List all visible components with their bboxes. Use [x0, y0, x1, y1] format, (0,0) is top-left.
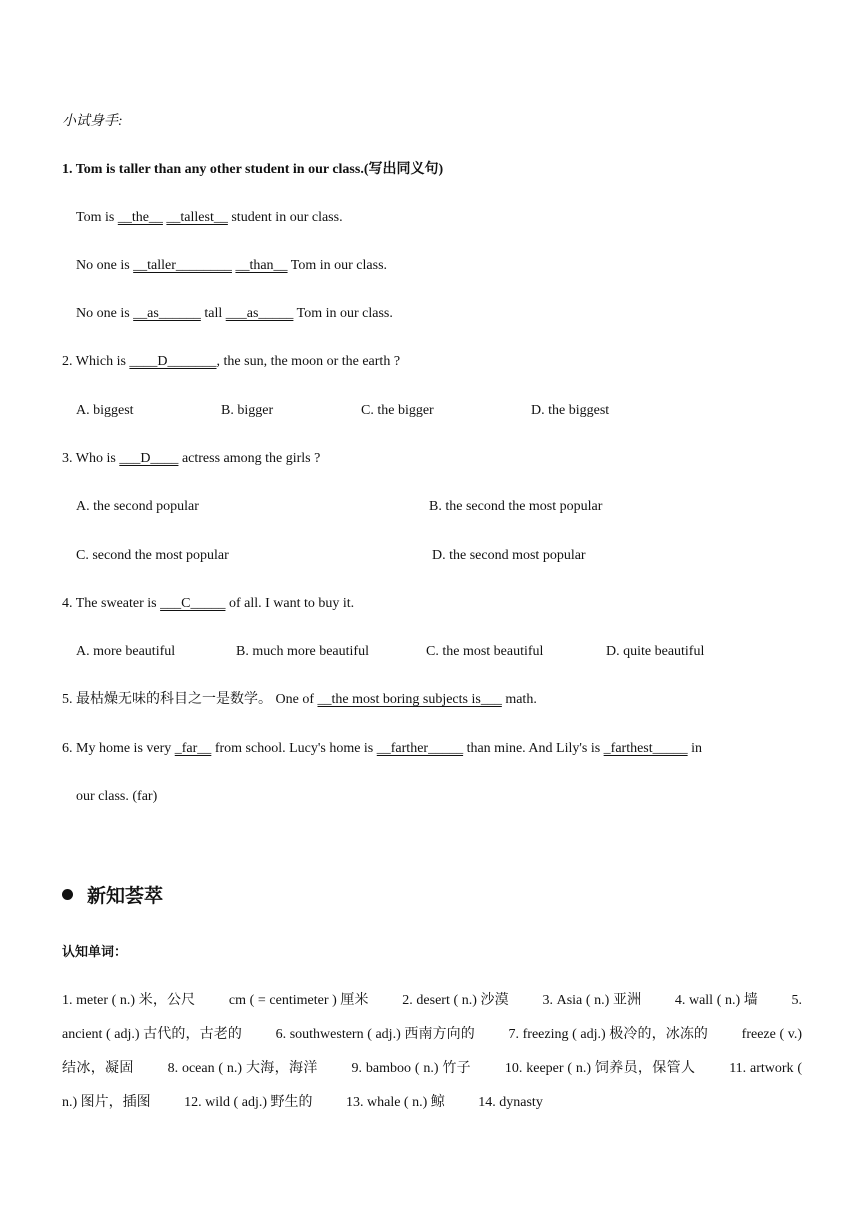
- vocab-item: 9. bamboo ( n.) 竹子: [351, 1061, 472, 1076]
- q4-option-c: C. the most beautiful: [426, 644, 544, 659]
- q1-answer-line-2: [76, 257, 387, 275]
- question-2: [62, 353, 400, 371]
- question-1-stem: 1. Tom is taller than any other student in our class.(写出同义句): [62, 162, 444, 177]
- answer-blank: __as______: [133, 306, 201, 321]
- question-5: [62, 691, 537, 709]
- vocab-item: 14. dynasty: [478, 1095, 543, 1110]
- text: actress among the girls ?: [178, 451, 321, 466]
- answer-blank: __the__: [117, 210, 163, 225]
- vocab-item: 6. southwestern ( adj.) 西南方向的: [275, 1027, 475, 1042]
- vocab-item: 4. wall ( n.) 墙: [674, 993, 758, 1008]
- q2-option-a: A. biggest: [76, 403, 134, 418]
- vocab-item: 3. Asia ( n.) 亚洲: [542, 993, 642, 1008]
- vocab-item: 1. meter ( n.) 米，公尺: [62, 993, 196, 1008]
- text: 5. 最枯燥无味的科目之一是数学。 One of: [62, 692, 318, 707]
- answer-blank: _farthest_____: [603, 741, 688, 756]
- text: 6. My home is very: [62, 741, 175, 756]
- answer-blank: __farther_____: [376, 741, 464, 756]
- q3-option-d: D. the second most popular: [432, 548, 586, 563]
- answer-blank: __than__: [235, 258, 288, 273]
- answer-blank: _far__: [174, 741, 212, 756]
- q1-answer-line-3: [76, 305, 393, 323]
- text: from school. Lucy's home is: [211, 741, 377, 756]
- section-title: 小试身手:: [62, 114, 123, 129]
- text: Tom in our class.: [287, 258, 388, 273]
- q3-option-a: A. the second popular: [76, 499, 199, 514]
- text: student in our class.: [227, 210, 343, 225]
- vocab-item: freeze ( v.) 结冰，凝固: [62, 1027, 802, 1076]
- text: tall: [200, 306, 226, 321]
- q2-option-d: D. the biggest: [531, 403, 610, 418]
- question-6-continued: our class. (far): [76, 789, 158, 804]
- text: of all. I want to buy it.: [225, 596, 355, 611]
- vocab-item: cm ( = centimeter ) 厘米: [228, 993, 369, 1008]
- question-3: [62, 450, 320, 468]
- text: in: [687, 741, 703, 756]
- q4-option-d: D. quite beautiful: [606, 644, 705, 659]
- vocab-item: 11. artwork ( n.) 图片，插图: [62, 1061, 803, 1110]
- heading-text: 新知荟萃: [87, 885, 164, 907]
- vocab-item: 8. ocean ( n.) 大海，海洋: [167, 1061, 318, 1076]
- text: 2. Which is: [62, 354, 130, 369]
- question-6: [62, 740, 702, 758]
- answer-blank: __the most boring subjects is___: [317, 692, 502, 707]
- text: than mine. And Lily's is: [463, 741, 604, 756]
- q3-option-c: C. second the most popular: [76, 548, 229, 563]
- q2-option-c: C. the bigger: [361, 403, 434, 418]
- vocab-item: 7. freezing ( adj.) 极冷的，冰冻的: [508, 1027, 709, 1042]
- answer-blank: __tallest__: [166, 210, 228, 225]
- text: math.: [501, 692, 537, 707]
- text: No one is: [76, 258, 134, 273]
- q4-option-a: A. more beautiful: [76, 644, 176, 659]
- text: Tom in our class.: [293, 306, 393, 321]
- section-heading: [62, 887, 163, 905]
- text: 3. Who is: [62, 451, 120, 466]
- vocab-item: 10. keeper ( n.) 饲养员，保管人: [504, 1061, 696, 1076]
- question-4: [62, 595, 354, 613]
- text: No one is: [76, 306, 134, 321]
- text: , the sun, the moon or the earth ?: [216, 354, 401, 369]
- answer-blank: ____D_______: [129, 354, 217, 369]
- answer-blank: ___as_____: [225, 306, 294, 321]
- bullet-icon: [62, 889, 73, 900]
- vocab-item: 12. wild ( adj.) 野生的: [184, 1095, 313, 1110]
- vocabulary-list: [62, 984, 802, 1120]
- q3-option-b: B. the second the most popular: [429, 499, 603, 514]
- vocab-item: 5. ancient ( adj.) 古代的，古老的: [62, 993, 803, 1042]
- q2-option-b: B. bigger: [221, 403, 274, 418]
- q1-answer-line-1: [76, 209, 343, 227]
- answer-blank: ___D____: [119, 451, 179, 466]
- answer-blank: __taller________: [133, 258, 232, 273]
- vocab-item: 13. whale ( n.) 鲸: [346, 1095, 445, 1110]
- text: 4. The sweater is: [62, 596, 161, 611]
- text: Tom is: [76, 210, 118, 225]
- answer-blank: ___C_____: [160, 596, 226, 611]
- vocab-item: 2. desert ( n.) 沙漠: [402, 993, 509, 1008]
- q4-option-b: B. much more beautiful: [236, 644, 369, 659]
- subheading: 认知单词：: [62, 945, 128, 960]
